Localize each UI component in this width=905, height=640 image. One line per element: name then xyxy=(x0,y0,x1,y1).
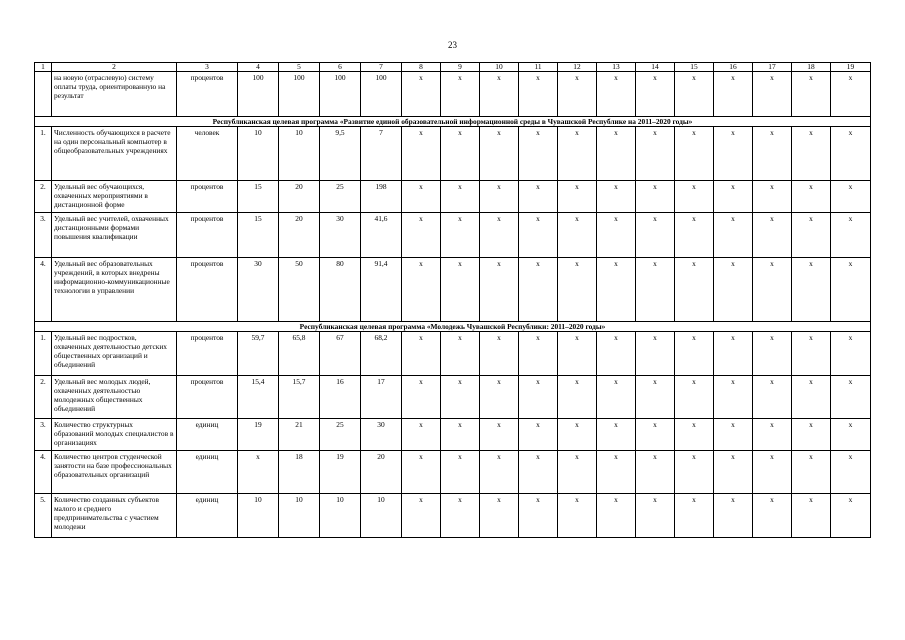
table-row xyxy=(35,72,871,117)
column-number-cell: 3 xyxy=(177,63,238,72)
value-cell: x xyxy=(441,258,480,322)
value-cell: 17 xyxy=(361,376,402,419)
column-number-cell: 9 xyxy=(441,63,480,72)
value-cell: x xyxy=(753,213,792,258)
value-cell: x xyxy=(831,72,871,117)
value-cell: 10 xyxy=(279,127,320,181)
value-cell: x xyxy=(441,127,480,181)
value-cell: x xyxy=(636,332,675,376)
section-heading: Республиканская целевая программа «Молодежь Чувашской Республики: 2011–2020 годы» xyxy=(35,322,871,332)
unit-cell: процентов xyxy=(177,258,238,322)
value-cell: x xyxy=(792,213,831,258)
value-cell: x xyxy=(558,72,597,117)
value-cell: x xyxy=(558,494,597,538)
column-number-cell: 8 xyxy=(402,63,441,72)
value-cell: x xyxy=(519,332,558,376)
column-number-cell: 17 xyxy=(753,63,792,72)
value-cell: 100 xyxy=(279,72,320,117)
value-cell: x xyxy=(441,72,480,117)
value-cell: x xyxy=(753,127,792,181)
value-cell: x xyxy=(402,451,441,494)
value-cell: x xyxy=(636,127,675,181)
value-cell: x xyxy=(792,181,831,213)
row-number-cell: 4. xyxy=(35,258,52,322)
value-cell: x xyxy=(441,332,480,376)
column-number-cell: 6 xyxy=(320,63,361,72)
table-body xyxy=(35,63,871,538)
value-cell: x xyxy=(402,419,441,451)
row-number-cell: 2. xyxy=(35,376,52,419)
row-number-cell: 5. xyxy=(35,494,52,538)
value-cell: 15,4 xyxy=(238,376,279,419)
column-number-cell: 19 xyxy=(831,63,871,72)
value-cell: x xyxy=(402,376,441,419)
value-cell: x xyxy=(792,494,831,538)
value-cell: x xyxy=(441,213,480,258)
value-cell: x xyxy=(402,332,441,376)
table-row xyxy=(35,332,871,376)
value-cell: x xyxy=(675,72,714,117)
value-cell: 25 xyxy=(320,181,361,213)
value-cell: x xyxy=(402,181,441,213)
value-cell: x xyxy=(597,376,636,419)
column-number-cell: 12 xyxy=(558,63,597,72)
value-cell: 15 xyxy=(238,181,279,213)
value-cell: 21 xyxy=(279,419,320,451)
value-cell: 91,4 xyxy=(361,258,402,322)
value-cell: 7 xyxy=(361,127,402,181)
section-heading: Республиканская целевая программа «Развитие единой образовательной информационной среды в Чувашской Республике на 2011–2020 годы» xyxy=(35,117,871,127)
value-cell: x xyxy=(597,332,636,376)
value-cell: x xyxy=(675,127,714,181)
value-cell: 100 xyxy=(238,72,279,117)
value-cell: x xyxy=(675,494,714,538)
value-cell: 15 xyxy=(238,213,279,258)
value-cell: x xyxy=(792,451,831,494)
value-cell: 30 xyxy=(238,258,279,322)
value-cell: 41,6 xyxy=(361,213,402,258)
value-cell: 100 xyxy=(320,72,361,117)
value-cell: x xyxy=(480,258,519,322)
value-cell: x xyxy=(792,332,831,376)
value-cell: x xyxy=(558,332,597,376)
unit-cell: процентов xyxy=(177,72,238,117)
value-cell: x xyxy=(831,419,871,451)
value-cell: 10 xyxy=(320,494,361,538)
indicator-name-cell: на новую (отраслевую) систему оплаты труда, ориентированную на результат xyxy=(52,72,177,117)
value-cell: x xyxy=(480,376,519,419)
indicator-name-cell: Удельный вес образовательных учреждений, в которых внедрены информационно-коммуникационные технологии в управлении xyxy=(52,258,177,322)
value-cell: x xyxy=(753,332,792,376)
column-number-cell: 1 xyxy=(35,63,52,72)
value-cell: x xyxy=(636,72,675,117)
value-cell: x xyxy=(519,494,558,538)
value-cell: x xyxy=(402,213,441,258)
row-number-cell: 3. xyxy=(35,213,52,258)
value-cell: x xyxy=(441,376,480,419)
value-cell: x xyxy=(675,181,714,213)
value-cell: x xyxy=(831,376,871,419)
value-cell: x xyxy=(714,258,753,322)
value-cell: x xyxy=(636,181,675,213)
table-row xyxy=(35,376,871,419)
value-cell: x xyxy=(831,332,871,376)
row-number-cell: 1. xyxy=(35,332,52,376)
value-cell: x xyxy=(480,494,519,538)
value-cell: x xyxy=(480,72,519,117)
value-cell: x xyxy=(441,494,480,538)
value-cell: x xyxy=(402,258,441,322)
value-cell: x xyxy=(558,451,597,494)
value-cell: x xyxy=(480,181,519,213)
column-number-cell: 10 xyxy=(480,63,519,72)
value-cell: x xyxy=(792,419,831,451)
table-row xyxy=(35,451,871,494)
value-cell: x xyxy=(753,258,792,322)
indicators-table xyxy=(34,62,871,538)
value-cell: 16 xyxy=(320,376,361,419)
value-cell: x xyxy=(402,494,441,538)
value-cell: x xyxy=(597,258,636,322)
value-cell: x xyxy=(714,494,753,538)
value-cell: x xyxy=(831,494,871,538)
column-number-cell: 16 xyxy=(714,63,753,72)
section-heading-row xyxy=(35,117,871,127)
value-cell: x xyxy=(714,332,753,376)
value-cell: x xyxy=(597,419,636,451)
column-number-row xyxy=(35,63,871,72)
value-cell: x xyxy=(714,451,753,494)
value-cell: x xyxy=(519,181,558,213)
value-cell: 10 xyxy=(238,494,279,538)
value-cell: x xyxy=(597,72,636,117)
value-cell: x xyxy=(831,451,871,494)
value-cell: x xyxy=(519,451,558,494)
column-number-cell: 5 xyxy=(279,63,320,72)
value-cell: x xyxy=(753,72,792,117)
value-cell: x xyxy=(753,376,792,419)
value-cell: x xyxy=(238,451,279,494)
value-cell: x xyxy=(441,451,480,494)
value-cell: x xyxy=(675,213,714,258)
value-cell: x xyxy=(441,419,480,451)
value-cell: 30 xyxy=(361,419,402,451)
row-number-cell: 1. xyxy=(35,127,52,181)
value-cell: x xyxy=(636,258,675,322)
value-cell: 50 xyxy=(279,258,320,322)
column-number-cell: 7 xyxy=(361,63,402,72)
table-row xyxy=(35,419,871,451)
value-cell: x xyxy=(558,419,597,451)
indicator-name-cell: Удельный вес обучающихся, охваченных мероприятиями в дистанционной форме xyxy=(52,181,177,213)
value-cell: x xyxy=(831,181,871,213)
row-number-cell: 3. xyxy=(35,419,52,451)
value-cell: x xyxy=(519,127,558,181)
value-cell: 198 xyxy=(361,181,402,213)
value-cell: x xyxy=(480,332,519,376)
value-cell: x xyxy=(597,127,636,181)
value-cell: x xyxy=(831,258,871,322)
column-number-cell: 18 xyxy=(792,63,831,72)
value-cell: x xyxy=(792,127,831,181)
section-heading-row xyxy=(35,322,871,332)
value-cell: 19 xyxy=(320,451,361,494)
unit-cell: единиц xyxy=(177,494,238,538)
value-cell: x xyxy=(558,376,597,419)
indicator-name-cell: Количество структурных образований молодых специалистов в организациях xyxy=(52,419,177,451)
value-cell: x xyxy=(480,451,519,494)
value-cell: 10 xyxy=(279,494,320,538)
value-cell: x xyxy=(441,181,480,213)
unit-cell: единиц xyxy=(177,451,238,494)
value-cell: x xyxy=(714,419,753,451)
row-number-cell xyxy=(35,72,52,117)
column-number-cell: 13 xyxy=(597,63,636,72)
table-row xyxy=(35,127,871,181)
indicator-name-cell: Количество центров студенческой занятости на базе профессиональных образовательных организаций xyxy=(52,451,177,494)
value-cell: x xyxy=(792,258,831,322)
table-row xyxy=(35,258,871,322)
value-cell: x xyxy=(714,213,753,258)
unit-cell: процентов xyxy=(177,332,238,376)
indicator-name-cell: Численность обучающихся в расчете на один персональный компьютер в общеобразовательных учреждениях xyxy=(52,127,177,181)
indicator-name-cell: Удельный вес подростков, охваченных деятельностью детских общественных организаций и объединений xyxy=(52,332,177,376)
value-cell: 9,5 xyxy=(320,127,361,181)
value-cell: 19 xyxy=(238,419,279,451)
value-cell: 20 xyxy=(279,213,320,258)
value-cell: x xyxy=(597,451,636,494)
value-cell: x xyxy=(597,213,636,258)
value-cell: x xyxy=(753,494,792,538)
value-cell: x xyxy=(480,419,519,451)
value-cell: x xyxy=(519,376,558,419)
value-cell: x xyxy=(480,213,519,258)
value-cell: x xyxy=(519,419,558,451)
unit-cell: единиц xyxy=(177,419,238,451)
value-cell: 67 xyxy=(320,332,361,376)
column-number-cell: 15 xyxy=(675,63,714,72)
value-cell: 18 xyxy=(279,451,320,494)
value-cell: x xyxy=(753,181,792,213)
value-cell: x xyxy=(519,258,558,322)
value-cell: 30 xyxy=(320,213,361,258)
page-number: 23 xyxy=(448,40,457,50)
indicator-name-cell: Количество созданных субъектов малого и среднего предпринимательства с участием молодежи xyxy=(52,494,177,538)
unit-cell: процентов xyxy=(177,376,238,419)
value-cell: 68,2 xyxy=(361,332,402,376)
row-number-cell: 2. xyxy=(35,181,52,213)
value-cell: x xyxy=(792,376,831,419)
value-cell: 10 xyxy=(238,127,279,181)
column-number-cell: 4 xyxy=(238,63,279,72)
table-row xyxy=(35,213,871,258)
value-cell: x xyxy=(402,127,441,181)
table-row xyxy=(35,494,871,538)
unit-cell: процентов xyxy=(177,181,238,213)
indicator-name-cell: Удельный вес молодых людей, охваченных деятельностью молодежных общественных объединений xyxy=(52,376,177,419)
value-cell: x xyxy=(675,451,714,494)
value-cell: x xyxy=(792,72,831,117)
value-cell: 100 xyxy=(361,72,402,117)
value-cell: 25 xyxy=(320,419,361,451)
value-cell: x xyxy=(636,376,675,419)
value-cell: x xyxy=(753,451,792,494)
value-cell: 15,7 xyxy=(279,376,320,419)
table-row xyxy=(35,181,871,213)
value-cell: 20 xyxy=(279,181,320,213)
value-cell: 10 xyxy=(361,494,402,538)
row-number-cell: 4. xyxy=(35,451,52,494)
column-number-cell: 14 xyxy=(636,63,675,72)
value-cell: x xyxy=(675,376,714,419)
value-cell: x xyxy=(636,494,675,538)
value-cell: x xyxy=(714,181,753,213)
value-cell: x xyxy=(675,258,714,322)
column-number-cell: 11 xyxy=(519,63,558,72)
indicator-name-cell: Удельный вес учителей, охваченных дистанционными формами повышения квалификации xyxy=(52,213,177,258)
value-cell: x xyxy=(714,72,753,117)
value-cell: x xyxy=(831,213,871,258)
value-cell: x xyxy=(636,419,675,451)
value-cell: x xyxy=(714,127,753,181)
value-cell: x xyxy=(636,451,675,494)
value-cell: x xyxy=(714,376,753,419)
value-cell: x xyxy=(597,181,636,213)
value-cell: x xyxy=(636,213,675,258)
column-number-cell: 2 xyxy=(52,63,177,72)
value-cell: x xyxy=(480,127,519,181)
value-cell: 59,7 xyxy=(238,332,279,376)
value-cell: x xyxy=(558,127,597,181)
value-cell: x xyxy=(675,332,714,376)
value-cell: x xyxy=(597,494,636,538)
value-cell: x xyxy=(558,258,597,322)
value-cell: x xyxy=(558,181,597,213)
value-cell: x xyxy=(519,213,558,258)
value-cell: x xyxy=(753,419,792,451)
unit-cell: процентов xyxy=(177,213,238,258)
value-cell: x xyxy=(402,72,441,117)
value-cell: x xyxy=(675,419,714,451)
value-cell: 80 xyxy=(320,258,361,322)
value-cell: 65,8 xyxy=(279,332,320,376)
value-cell: x xyxy=(831,127,871,181)
value-cell: x xyxy=(519,72,558,117)
value-cell: x xyxy=(558,213,597,258)
value-cell: 20 xyxy=(361,451,402,494)
unit-cell: человек xyxy=(177,127,238,181)
